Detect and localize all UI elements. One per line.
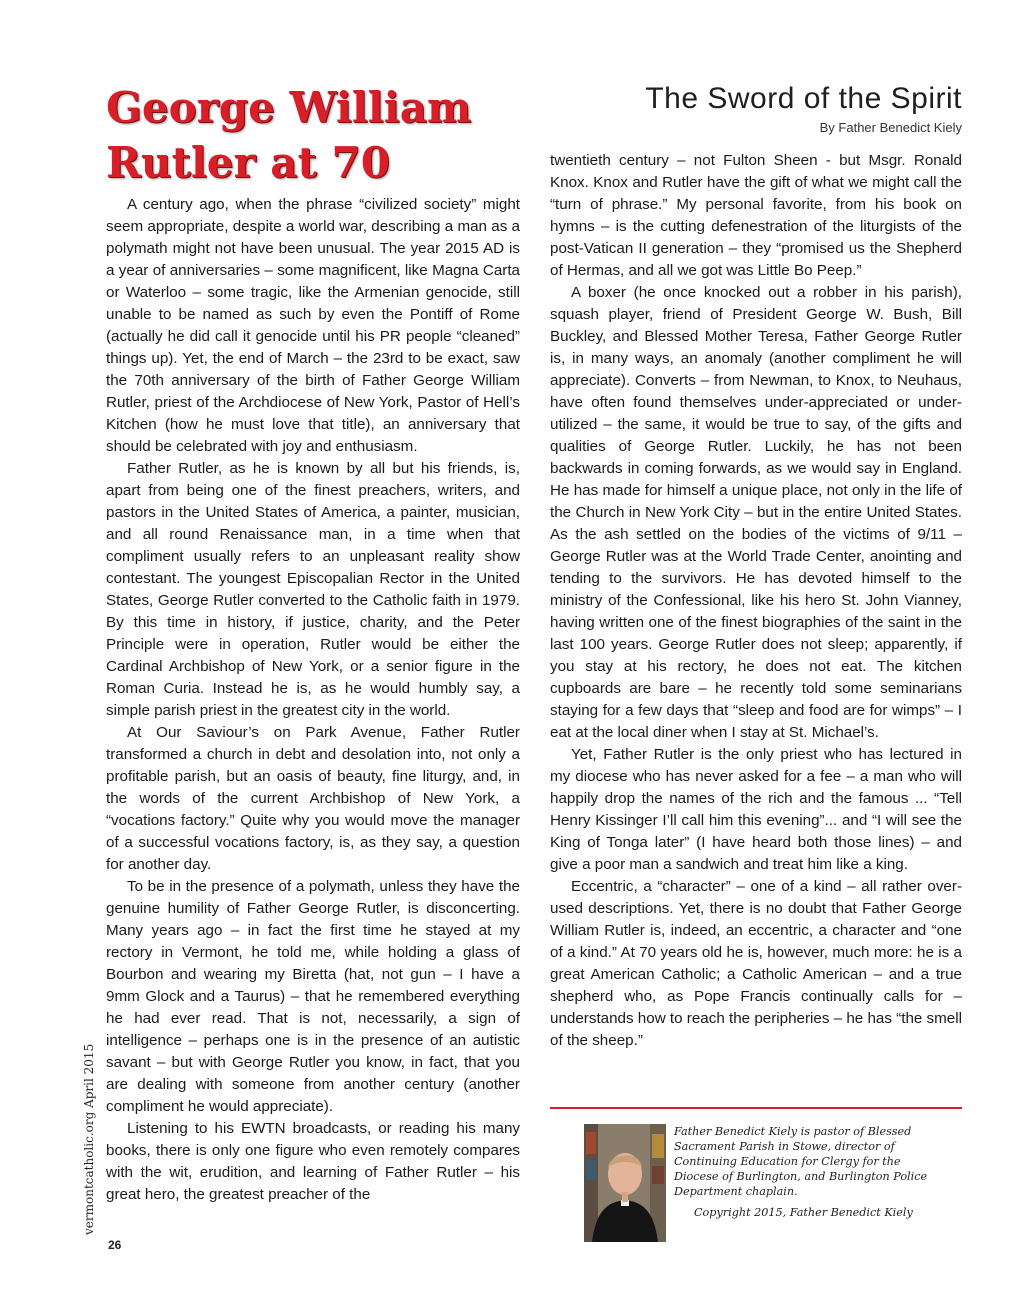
byline: By Father Benedict Kiely (819, 120, 962, 135)
author-bio-text: Father Benedict Kiely is pastor of Blessed Sacrament Parish in Stowe, director of Continuing Education for Clergy for the Diocese of Burlington, and Burlington Police Department chaplain. (674, 1125, 928, 1198)
column-title: The Sword of the Spirit (645, 82, 962, 115)
author-bio (674, 1124, 936, 1199)
author-photo (584, 1124, 666, 1242)
paragraph: Yet, Father Rutler is the only priest who has lectured in my diocese who has never asked for a fee – a man who will happily drop the names of the rich and the famous ... “Tell Henry Kissinger I’ll call him this evening”... and “I will see the King of Tonga later” (I have heard both those lines) – and give a poor man a sandwich and treat him like a king. (550, 746, 962, 873)
paragraph: Listening to his EWTN broadcasts, or reading his many books, there is only one figure who even remotely compares with the wit, erudition, and learning of Father Rutler – his great hero, the greatest preacher of the (106, 1120, 520, 1203)
paragraph: Eccentric, a “character” – one of a kind – all rather over-used descriptions. Yet, there is no doubt that Father George William Rutler is, indeed, an eccentric, a character and “one of a kind.” At 70 years old he is, however, much more: he is a great American Catholic; a Catholic American – and a true shepherd who, as Pope Francis continually calls for – understands how to reach the peripheries – he has “the smell of the sheep.” (550, 878, 962, 1049)
paragraph: twentieth century – not Fulton Sheen - but Msgr. Ronald Knox. Knox and Rutler have the gift of what we might call the “turn of phrase.” My personal favorite, from his book on hymns – is the cutting defenestration of the liturgists of the post-Vatican II generation – they “promised us the Shepherd of Hermas, and all we got was Little Bo Peep.” (550, 152, 962, 279)
left-column (106, 194, 520, 1234)
right-column (550, 150, 962, 1105)
copyright-notice: Copyright 2015, Father Benedict Kiely (694, 1206, 913, 1219)
publication-side-label: vermontcatholic.org April 2015 (82, 1043, 96, 1235)
paragraph: At Our Saviour’s on Park Avenue, Father Rutler transformed a church in debt and desolation into, not only a profitable parish, but an oasis of beauty, fine liturgy, and, in the words of the current Archbishop of New York, a “vocations factory.” Quite why you would move the manager of a successful vocations factory, is, as they say, a question for another day. (106, 724, 520, 873)
paragraph: A boxer (he once knocked out a robber in his parish), squash player, friend of President George W. Bush, Bill Buckley, and Blessed Mother Teresa, Father George Rutler is, in many ways, an anomaly (another compliment he will appreciate). Converts – from Newman, to Knox, to Neuhaus, have often found themselves under-appreciated or under-utilized – the same, it would be true to say, of the gifts and qualities of George Rutler. Luckily, he has not been backwards in coming forwards, as we would say in England. He has made for himself a unique place, not only in the life of the Church in New York City – but in the entire United States. As the ash settled on the bodies of the victims of 9/11 – George Rutler was at the World Trade Center, anointing and tending to the survivors. He has devoted himself to the ministry of the Confessional, like his hero St. John Vianney, having written one of the finest biographies of the saint in the last 100 years. George Rutler does not sleep; apparently, if you stay at his rectory, he does not eat. The kitchen cupboards are bare – he recently told some seminarians staying for a few days that “sleep and food are for wimps” – I eat at the local diner when I stay at St. Michael’s. (550, 284, 962, 741)
paragraph: A century ago, when the phrase “civilized society” might seem appropriate, despite a world war, describing a man as a polymath might not have been unusual. The year 2015 AD is a year of anniversaries – some magnificent, like Magna Carta or Waterloo – some tragic, like the Armenian genocide, still unable to be named as such by even the Pontiff of Rome (actually he did call it genocide until his PR people “cleaned” things up). Yet, the end of March – the 23rd to be exact, saw the 70th anniversary of the birth of Father George William Rutler, priest of the Archdiocese of New York, Pastor of Hell’s Kitchen (how he must love that title), an anniversary that should be celebrated with joy and enthusiasm. (106, 196, 520, 455)
red-divider (550, 1107, 962, 1109)
article-headline: George William Rutler at 70 (106, 83, 472, 187)
paragraph: Father Rutler, as he is known by all but his friends, is, apart from being one of the finest preachers, writers, and pastors in the United States of America, a painter, musician, and all round Renaissance man, in a time when that compliment usually refers to an unpleasant reality show contestant. The youngest Episcopalian Rector in the United States, George Rutler converted to the Catholic faith in 1979. By this time in history, if justice, charity, and the Peter Principle were in operation, Rutler would be either the Cardinal Archbishop of New York, or a senior figure in the Roman Curia. Instead he is, as he would humbly say, a simple parish priest in the greatest city in the world. (106, 460, 520, 719)
paragraph: To be in the presence of a polymath, unless they have the genuine humility of Father George Rutler, is disconcerting. Many years ago – in fact the first time he stayed at my rectory in Vermont, he told me, while holding a glass of Bourbon and wearing my Biretta (hat, not gun – I have a 9mm Glock and a Taurus) – that he remembered everything he had ever read. That is not, necessarily, a sign of intelligence – perhaps one is in the presence of an autistic savant – but with George Rutler you know, in fact, that you are dealing with someone from another century (another compliment he would appreciate). (106, 878, 520, 1115)
page-number: 26 (108, 1238, 122, 1252)
